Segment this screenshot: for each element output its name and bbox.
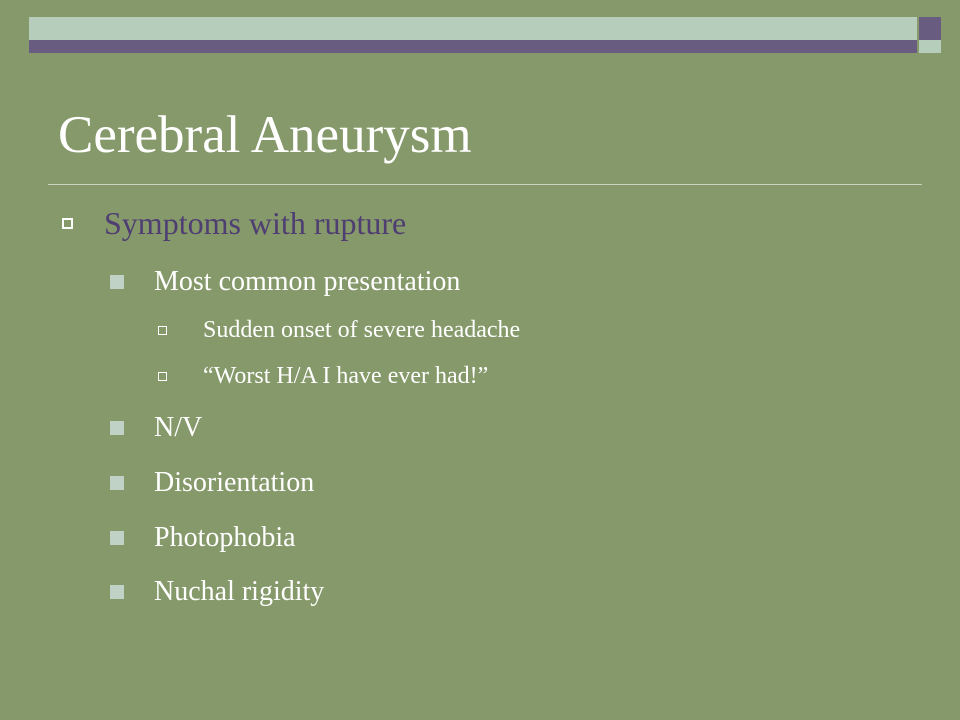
- sub-bullet-item: [158, 362, 488, 391]
- bullet-text: Photophobia: [154, 522, 296, 553]
- corner-block-light: [919, 40, 941, 53]
- filled-square-bullet-icon: [110, 275, 124, 289]
- hollow-square-bullet-icon: [62, 218, 73, 229]
- hollow-square-bullet-icon: [158, 326, 167, 335]
- bullet-item: [110, 521, 296, 555]
- section-heading: Symptoms with rupture: [104, 205, 407, 241]
- bullet-text: Most common presentation: [154, 266, 461, 297]
- title-divider: [48, 184, 922, 185]
- top-band-dark: [29, 40, 917, 53]
- slide-title: Cerebral Aneurysm: [58, 106, 472, 164]
- filled-square-bullet-icon: [110, 476, 124, 490]
- sub-bullet-item: [158, 316, 520, 345]
- bullet-item: [110, 411, 202, 445]
- filled-square-bullet-icon: [110, 421, 124, 435]
- filled-square-bullet-icon: [110, 531, 124, 545]
- filled-square-bullet-icon: [110, 585, 124, 599]
- bullet-item: [110, 575, 324, 609]
- sub-bullet-text: “Worst H/A I have ever had!”: [203, 363, 489, 389]
- bullet-text: N/V: [154, 412, 203, 443]
- bullet-item: [110, 265, 460, 299]
- top-band-light: [29, 17, 917, 40]
- sub-bullet-text: Sudden onset of severe headache: [203, 317, 521, 343]
- bullet-text: Disorientation: [154, 467, 315, 498]
- hollow-square-bullet-icon: [158, 372, 167, 381]
- corner-block-dark: [919, 17, 941, 40]
- bullet-text: Nuchal rigidity: [154, 576, 325, 607]
- heading-bullet: [62, 204, 406, 242]
- bullet-item: [110, 466, 314, 500]
